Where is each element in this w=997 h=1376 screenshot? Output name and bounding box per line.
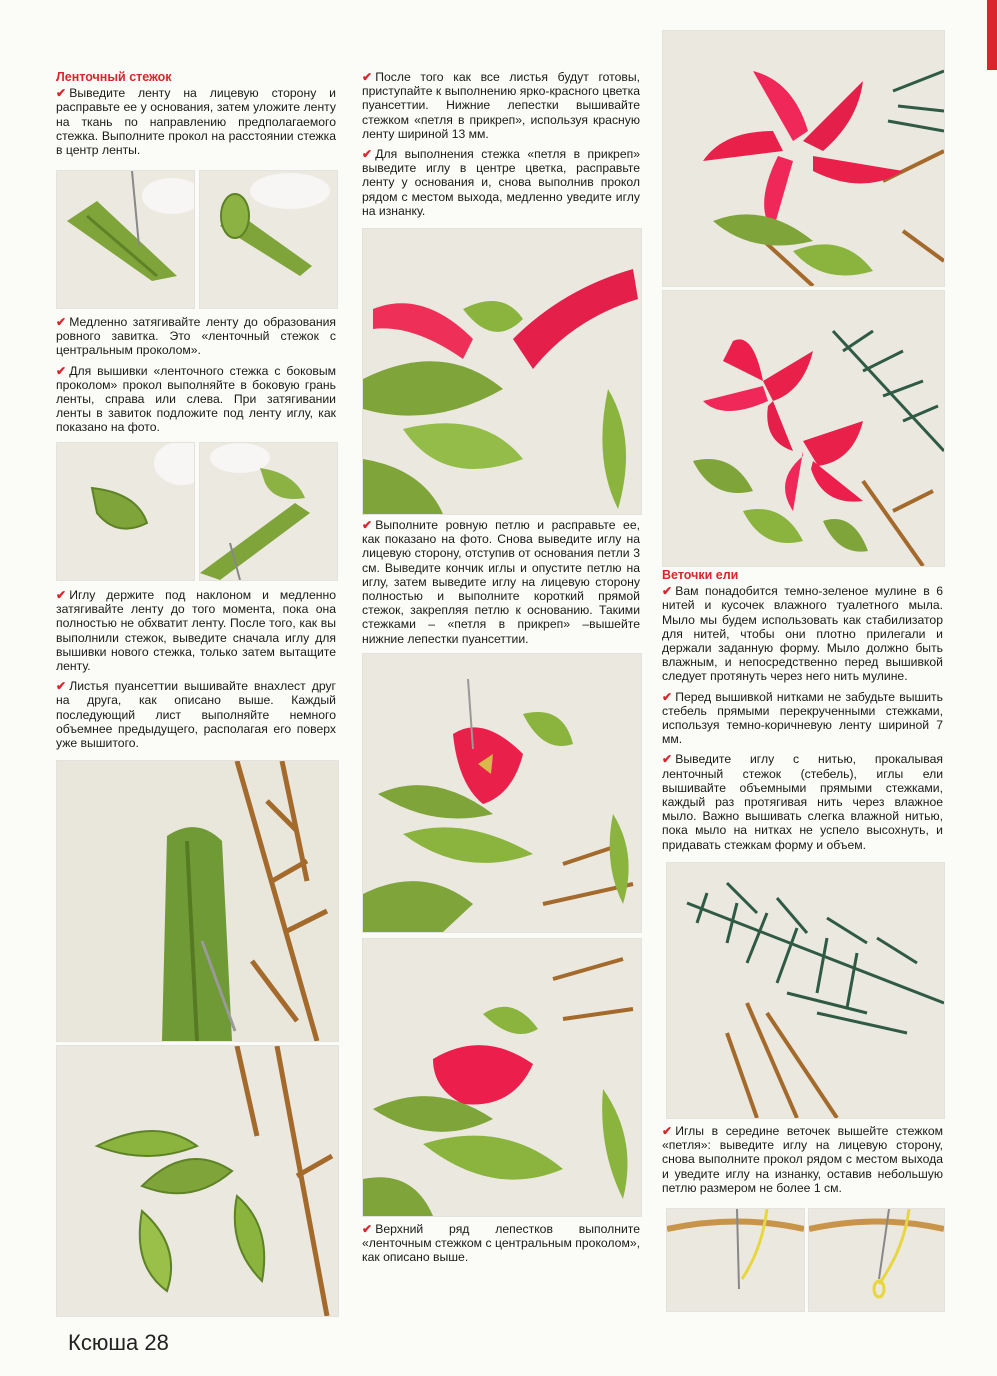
paragraph: ✔ Вам понадобится темно-зеленое мулине в 6 нитей и кусочек влажного туалетного мыла. Мыло мы будем использовать как стабилизатор для нитей, чтобы они плотно прилегали и держали заданную форму. Мыло должно быть влажным, и непосредственно перед вышивкой следует протянуть через него нить мулине. bbox=[662, 584, 943, 684]
photo-ribbon-stitch-step1 bbox=[56, 170, 195, 309]
paragraph: ✔ Выведите ленту на лицевую сторону и расправьте ее у основания, затем уложите ленту на ткань по направлению предполагаемого стежка. Выполните прокол на расстоянии стежка в центр ленты. bbox=[56, 86, 336, 158]
paragraph: ✔ Перед вышивкой нитками не забудьте вышить стебель прямыми перекрученными стежками, используя темно-коричневую ленту шириной 7 мм. bbox=[662, 689, 943, 747]
left-column-bottom bbox=[56, 588, 336, 756]
page-footer bbox=[68, 1330, 169, 1356]
check-mark-icon: ✔ bbox=[56, 363, 67, 378]
photo-poinsettia-leaves bbox=[56, 1045, 339, 1317]
photo-loop-stitch-step1 bbox=[666, 1208, 805, 1312]
paragraph: ✔ Выполните ровную петлю и расправьте ее, как показано на фото. Снова выведите иглу на лицевую сторону, отступив от основания петли 3 см. Выведите кончик иглы и опустите петлю на иглу, затем выведите иглу на лицевую сторону полностью и выполните короткий прямой стежок, закрепляя петлю к основанию. Такими стежками – «петля в прикреп» –вышейте нижние лепестки пуансеттии. bbox=[362, 518, 640, 646]
paragraph: ✔ Листья пуансеттии вышивайте внахлест друг на друга, как описано выше. Каждый последующий лист выполняйте немного объемнее предыдущего, располагая его поверх уже вышитого. bbox=[56, 679, 336, 751]
left-column-mid bbox=[56, 315, 336, 441]
left-column-top bbox=[56, 70, 336, 163]
paragraph: ✔ Для выполнения стежка «петля в прикреп» выведите иглу в центре цветка, расправьте ленту у основания и, снова выполнив прокол рядом с местом выхода, медленно уведите иглу на изнанку. bbox=[362, 147, 640, 218]
paragraph: ✔ Выведите иглу с нитью, прокалывая ленточный стежок (стебель), иглы ели вышивайте объемными прямыми стежками, каждый раз протягивая нить через влажное мыло. Важно вышивать слегка влажной нитью, пока мыло на нитках не успело высохнуть, и придавать стежкам форму и объем. bbox=[662, 752, 943, 852]
photo-loop-stitch-step2 bbox=[808, 1208, 945, 1312]
check-mark-icon: ✔ bbox=[56, 679, 67, 694]
photo-poinsettia-with-pine bbox=[662, 290, 945, 567]
check-mark-icon: ✔ bbox=[662, 752, 673, 767]
photo-loop-petal-needle bbox=[362, 653, 642, 933]
magazine-title: Ксюша bbox=[68, 1330, 139, 1355]
paragraph: ✔ После того как все листья будут готовы, приступайте к выполнению ярко-красного цветка пуансеттии. Нижние лепестки вышивайте стежком «петля в прикреп», используя красную ленту шириной 13 мм. bbox=[362, 70, 640, 141]
check-mark-icon: ✔ bbox=[362, 1222, 373, 1236]
section-heading-pine-twigs: Веточки ели bbox=[662, 568, 739, 582]
page-edge-tab bbox=[987, 0, 997, 70]
page-number: 28 bbox=[144, 1330, 169, 1355]
check-mark-icon: ✔ bbox=[56, 86, 67, 101]
check-mark-icon: ✔ bbox=[56, 588, 67, 602]
paragraph: ✔ Иглу держите под наклоном и медленно затягивайте ленту до того момента, пока она полностью не обхватит ленту. После того, как вы выполнили стежок, выведите сначала иглу для вышивки нового стежка, только затем вытащите ленту. bbox=[56, 588, 336, 674]
photo-ribbon-stitch-step2 bbox=[199, 170, 338, 309]
right-column-mid bbox=[662, 568, 943, 858]
photo-side-puncture-step1 bbox=[56, 442, 195, 581]
photo-pine-branch bbox=[666, 862, 945, 1119]
check-mark-icon: ✔ bbox=[56, 315, 67, 329]
photo-lower-petals-done bbox=[362, 938, 642, 1217]
photo-loop-stitch-red-ribbon bbox=[362, 228, 642, 515]
paragraph: ✔ Медленно затягивайте ленту до образования ровного завитка. Это «ленточный стежок с центральным проколом». bbox=[56, 315, 336, 358]
middle-column-bottom bbox=[362, 1222, 640, 1271]
section-heading-ribbon-stitch: Ленточный стежок bbox=[56, 70, 172, 84]
middle-column-mid bbox=[362, 518, 640, 652]
check-mark-icon: ✔ bbox=[662, 689, 673, 704]
photo-side-puncture-step2 bbox=[199, 442, 338, 581]
check-mark-icon: ✔ bbox=[662, 584, 673, 599]
paragraph: ✔ Верхний ряд лепестков выполните «ленточным стежком с центральным проколом», как описано выше. bbox=[362, 1222, 640, 1265]
middle-column-top bbox=[362, 70, 640, 224]
check-mark-icon: ✔ bbox=[362, 518, 373, 532]
paragraph: ✔ Для вышивки «ленточного стежка с боковым проколом» прокол выполняйте в боковую грань ленты, справа или слева. При затягивании ленты в завиток подложите под ленту иглу, как показано на фото. bbox=[56, 363, 336, 435]
paragraph: ✔ Иглы в середине веточек вышейте стежком «петля»: выведите иглу на лицевую сторону, снова выполните прокол рядом с местом выхода и уведите иглу на изнанку, оставив небольшую петлю размером не более 1 см. bbox=[662, 1124, 943, 1195]
photo-leaf-stitch-closeup bbox=[56, 760, 339, 1042]
check-mark-icon: ✔ bbox=[662, 1124, 673, 1138]
right-column-bottom bbox=[662, 1124, 943, 1201]
check-mark-icon: ✔ bbox=[362, 147, 373, 162]
check-mark-icon: ✔ bbox=[362, 70, 373, 84]
photo-poinsettia-flower bbox=[662, 30, 945, 287]
